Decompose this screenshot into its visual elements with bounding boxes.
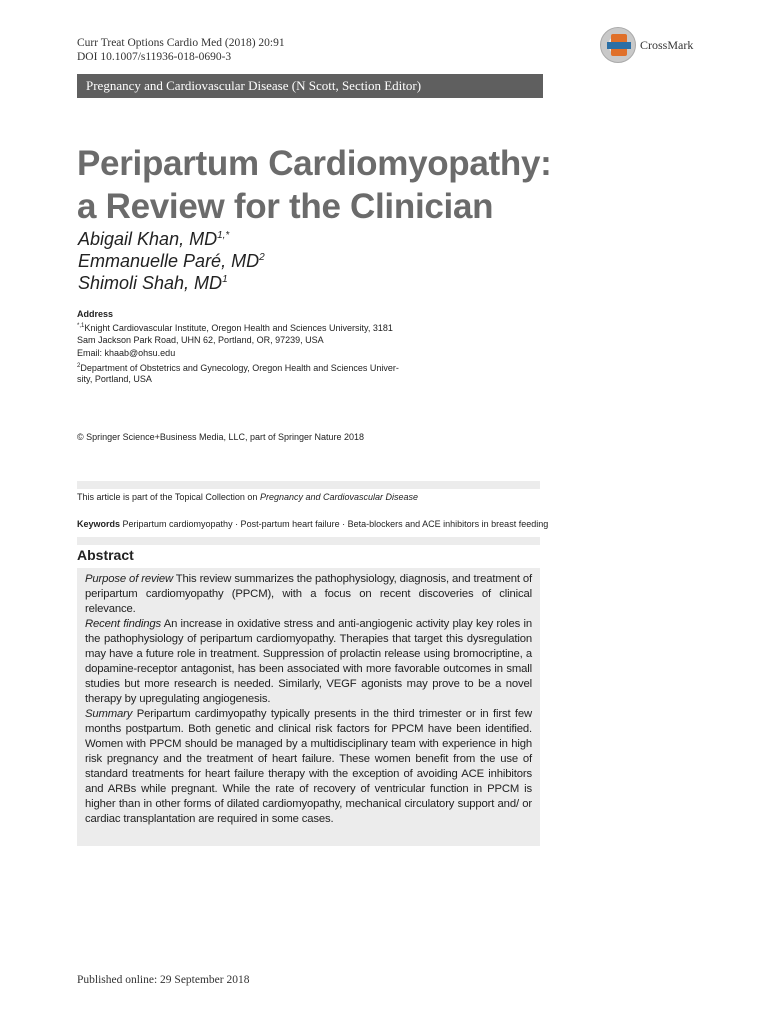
abstract-summary: Summary Peripartum cardimyopathy typically presents in the third trimester or in first few months postpartum. Both genetic and clinical risk factors for PPCM have been identified. Women with PPCM should be managed by a multidisciplinary team with experience in high risk pregnancy and the treatment of heart failure. These women benefit from the use of standard treatments for heart failure therapy with the exception of avoiding ACE inhibitors and ARBs while pregnant. While the rate of recovery of ventricular function in PPCM is higher than in other forms of dilated cardiomyopathy, mechanical circulatory support and/ or cardiac transplantation are required in some cases. — [85, 708, 532, 825]
published-date: Published online: 29 September 2018 — [77, 974, 250, 986]
author-2: Emmanuelle Paré, $MD^2$ — [78, 251, 265, 271]
keywords-divider — [77, 537, 540, 545]
article-title — [77, 142, 597, 228]
journal-citation: Curr Treat Options Cardio Med (2018) 20:91 — [77, 37, 285, 49]
author-3: Shimoli Shah, $MD^1$ — [78, 273, 228, 293]
crossmark-logo[interactable] — [600, 27, 700, 65]
abstract-box — [77, 568, 540, 846]
address-heading: Address — [77, 309, 114, 319]
title-line-2: a Review for the Clinician — [77, 187, 494, 226]
affiliation-2-line-2: sity, Portland, USA — [77, 374, 152, 384]
abstract-findings: Recent findings An increase in oxidative stress and anti-angiogenic activity play key roles in the pathophysiology of peripartum cardiomyopathy. Therapies that target this dysregulation may have a future role in treatment. Suppression of prolactin release using bromocriptine, a dopamine-receptor antagonist, has been associated with more favorable outcomes in small studies but more research is needed. Similarly, VEGF agonists may prove to be a novel therapy by upregulating angiogenesis. — [85, 618, 533, 705]
crossmark-icon — [600, 27, 636, 63]
section-banner: Pregnancy and Cardiovascular Disease (N Scott, Section Editor) — [77, 74, 543, 98]
crossmark-label: CrossMark — [640, 38, 694, 52]
topical-divider — [77, 481, 540, 489]
title-line-1: Peripartum Cardiomyopathy: — [77, 144, 552, 183]
doi[interactable]: DOI 10.1007/s11936-018-0690-3 — [77, 51, 232, 63]
author-1: Abigail Khan, $MD^{1,*}$ — [78, 229, 230, 249]
keywords: Keywords Peripartum cardiomyopathy · Post-partum heart failure · Beta-blockers and ACE inhibitors in breast feeding — [77, 519, 549, 529]
affiliation-1-line-2: Sam Jackson Park Road, UHN 62, Portland, OR, 97239, USA — [77, 335, 324, 345]
email[interactable]: Email: khaab@ohsu.edu — [77, 348, 176, 358]
abstract-heading: Abstract — [77, 547, 134, 563]
copyright: © Springer Science+Business Media, LLC, part of Springer Nature 2018 — [77, 432, 365, 442]
abstract-purpose: Purpose of review This review summarizes the pathophysiology, diagnosis, and treatment of peripartum cardiomyopathy (PPCM), with a focus on recent discoveries of clinical relevance. — [85, 573, 532, 615]
topical-collection: This article is part of the Topical Collection on Pregnancy and Cardiovascular Disease — [77, 492, 419, 502]
affiliation-1-line-1: $^{*,1}$Knight Cardiovascular Institute, Oregon Health and Sciences University, 3181 — [77, 323, 393, 333]
affiliation-2-line-1: $^2$Department of Obstetrics and Gynecology, Oregon Health and Sciences Univer- — [77, 363, 399, 373]
